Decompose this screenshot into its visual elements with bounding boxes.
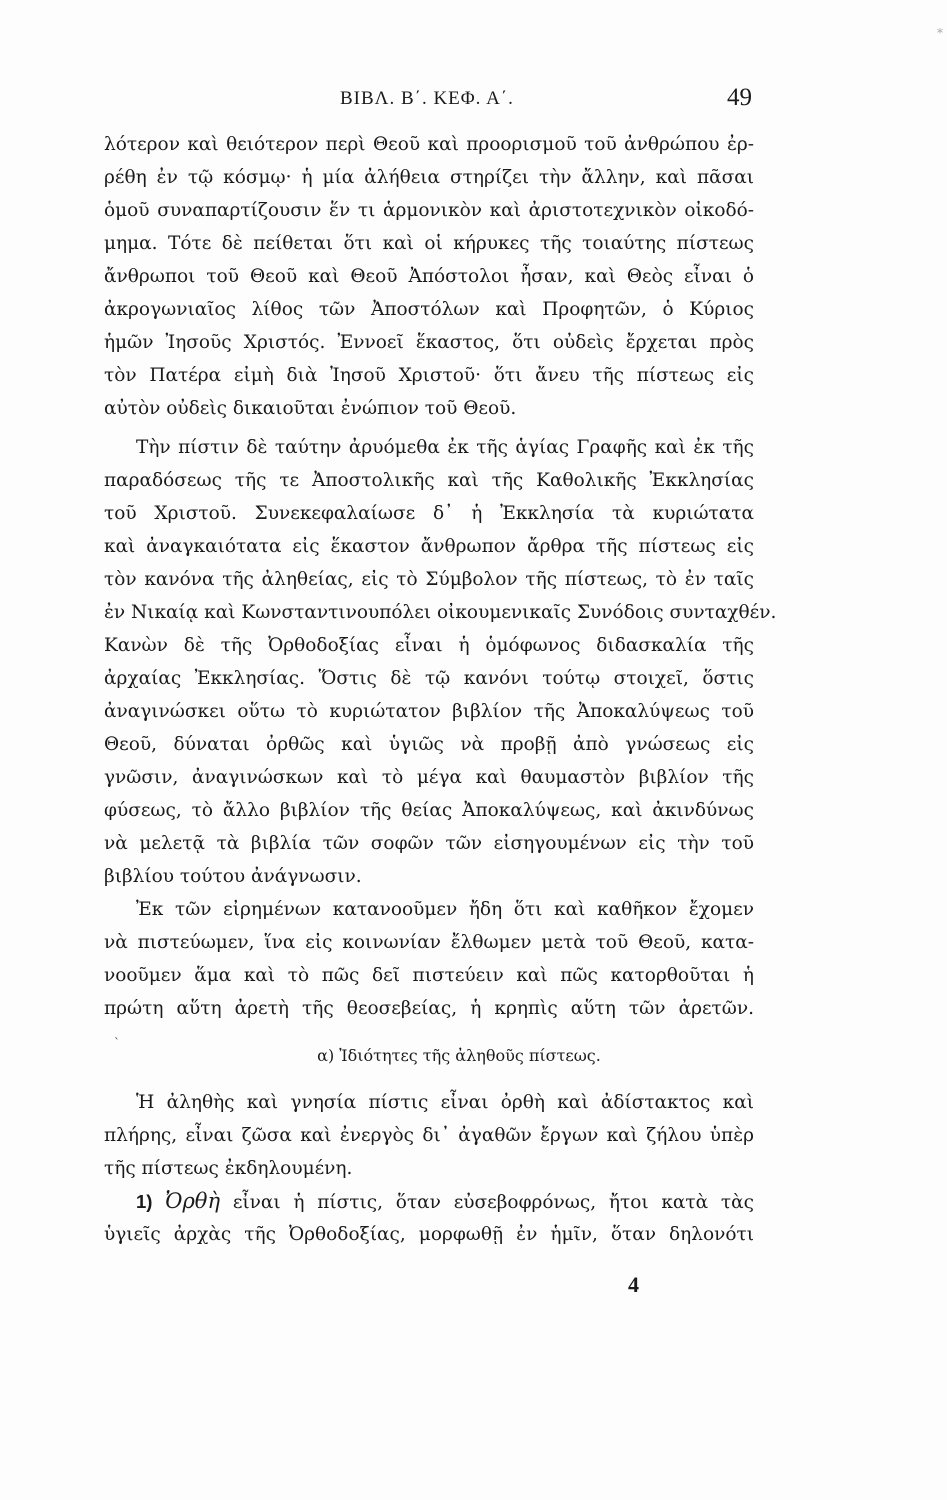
text-line: Τὴν πίστιν δὲ ταύτην ἀρυόμεθα ἐκ τῆς ἁγίας Γραφῆς καὶ ἐκ τῆς bbox=[136, 437, 754, 458]
text-line: πρώτη αὕτη ἀρετὴ τῆς θεοσεβείας, ἡ κρηπὶς αὕτη τῶν ἀρετῶν. bbox=[104, 998, 754, 1019]
page-header bbox=[100, 86, 760, 116]
text-line: τῆς πίστεως ἐκδηλουμένη. bbox=[104, 1158, 353, 1179]
text-line: τοῦ Χριστοῦ. Συνεκεφαλαίωσε δ᾽ ἡ Ἐκκλησία τὰ κυριώτατα bbox=[104, 503, 754, 524]
running-head: ΒΙΒΛ. Β΄. ΚΕΦ. Α΄. bbox=[340, 88, 514, 109]
text-line: ἀκρογωνιαῖος λίθος τῶν Ἀποστόλων καὶ Προφητῶν, ὁ Κύριος bbox=[104, 299, 754, 320]
margin-mark: ` bbox=[114, 1036, 120, 1050]
text-line: νὰ πιστεύωμεν, ἵνα εἰς κοινωνίαν ἔλθωμεν μετὰ τοῦ Θεοῦ, κατα- bbox=[104, 932, 754, 953]
text-line: Ἡ ἀληθὴς καὶ γνησία πίστις εἶναι ὀρθὴ καὶ ἀδίστακτος καὶ bbox=[136, 1092, 754, 1113]
text-line: ἡμῶν Ἰησοῦς Χριστός. Ἐννοεῖ ἕκαστος, ὅτι οὐδεὶς ἔρχεται πρὸς bbox=[104, 332, 754, 353]
text-line: ἐν Νικαίᾳ καὶ Κωνσταντινουπόλει οἰκουμενικαῖς Συνόδοις συνταχθέν. bbox=[104, 602, 777, 623]
text-line: ὑγιεῖς ἀρχὰς τῆς Ὀρθοδοξίας, μορφωθῇ ἐν ἡμῖν, ὅταν δηλονότι bbox=[104, 1224, 754, 1245]
text-line: αὐτὸν οὐδεὶς δικαιοῦται ἐνώπιον τοῦ Θεοῦ. bbox=[104, 398, 517, 419]
paragraph-5 bbox=[104, 1185, 754, 1251]
text-line: ἀναγινώσκει οὕτω τὸ κυριώτατον βιβλίον τῆς Ἀποκαλύψεως τοῦ bbox=[104, 701, 754, 722]
text-line: παραδόσεως τῆς τε Ἀποστολικῆς καὶ τῆς Καθολικῆς Ἐκκλησίας bbox=[104, 470, 754, 491]
paragraph-3 bbox=[104, 893, 754, 1025]
text-line: φύσεως, τὸ ἄλλο βιβλίον τῆς θείας Ἀποκαλύψεως, καὶ ἀκινδύνως bbox=[104, 800, 754, 821]
text-line: μημα. Τότε δὲ πείθεται ὅτι καὶ οἱ κήρυκες τῆς τοιαύτης πίστεως bbox=[104, 233, 754, 254]
paragraph-1 bbox=[104, 128, 754, 425]
text-line: ἄνθρωποι τοῦ Θεοῦ καὶ Θεοῦ Ἀπόστολοι ἦσαν, καὶ Θεὸς εἶναι ὁ bbox=[104, 266, 754, 287]
paragraph-2 bbox=[104, 431, 777, 893]
paragraph-4 bbox=[104, 1086, 754, 1185]
text-line: καὶ ἀναγκαιότατα εἰς ἕκαστον ἄνθρωπον ἄρθρα τῆς πίστεως εἰς bbox=[104, 536, 754, 557]
corner-mark: * bbox=[937, 26, 943, 40]
text-line: ὁμοῦ συναπαρτίζουσιν ἕν τι ἁρμονικὸν καὶ ἀριστοτεχνικὸν οἰκοδό- bbox=[104, 200, 754, 221]
item-number: 1) bbox=[136, 1191, 153, 1212]
page-number: 49 bbox=[727, 84, 752, 111]
text-line: γνῶσιν, ἀναγινώσκων καὶ τὸ μέγα καὶ θαυμαστὸν βιβλίον τῆς bbox=[104, 767, 754, 788]
text-segment: εἶναι ἡ πίστις, ὅταν εὐσεβοφρόνως, ἤτοι κατὰ τὰς bbox=[232, 1192, 754, 1213]
section-subheading: α) Ἰδιότητες τῆς ἀληθοῦς πίστεως. bbox=[317, 1046, 601, 1065]
text-line: Ἐκ τῶν εἰρημένων κατανοοῦμεν ἤδη ὅτι καὶ καθῆκον ἔχομεν bbox=[136, 899, 754, 920]
text-line: ρέθη ἐν τῷ κόσμῳ· ἡ μία ἀλήθεια στηρίζει τὴν ἄλλην, καὶ πᾶσαι bbox=[104, 167, 754, 188]
text-line: νοοῦμεν ἅμα καὶ τὸ πῶς δεῖ πιστεύειν καὶ πῶς κατορθοῦται ἡ bbox=[104, 965, 754, 986]
signature-mark: 4 bbox=[628, 1272, 639, 1297]
text-line: βιβλίου τούτου ἀνάγνωσιν. bbox=[104, 866, 362, 887]
text-line: Θεοῦ, δύναται ὀρθῶς καὶ ὑγιῶς νὰ προβῇ ἀπὸ γνώσεως εἰς bbox=[104, 734, 754, 755]
text-line: ἀρχαίας Ἐκκλησίας. Ὅστις δὲ τῷ κανόνι τούτῳ στοιχεῖ, ὅστις bbox=[104, 668, 754, 689]
text-line: νὰ μελετᾷ τὰ βιβλία τῶν σοφῶν τῶν εἰσηγουμένων εἰς τὴν τοῦ bbox=[104, 833, 754, 854]
text-line: τὸν κανόνα τῆς ἀληθείας, εἰς τὸ Σύμβολον τῆς πίστεως, τὸ ἐν ταῖς bbox=[104, 569, 754, 590]
text-line: πλήρης, εἶναι ζῶσα καὶ ἐνεργὸς δι᾽ ἀγαθῶν ἔργων καὶ ζήλου ὑπὲρ bbox=[104, 1125, 754, 1146]
text-line: τὸν Πατέρα εἰμὴ διὰ Ἰησοῦ Χριστοῦ· ὅτι ἄνευ τῆς πίστεως εἰς bbox=[104, 365, 754, 386]
body-text bbox=[104, 128, 777, 1251]
text-line: Κανὼν δὲ τῆς Ὀρθοδοξίας εἶναι ἡ ὁμόφωνος διδασκαλία τῆς bbox=[104, 635, 754, 656]
text-line bbox=[104, 1185, 754, 1218]
italic-term: Ὀρθὴ bbox=[165, 1189, 221, 1213]
text-line: λότερον καὶ θειότερον περὶ Θεοῦ καὶ προορισμοῦ τοῦ ἀνθρώπου ἐρ- bbox=[104, 134, 754, 155]
